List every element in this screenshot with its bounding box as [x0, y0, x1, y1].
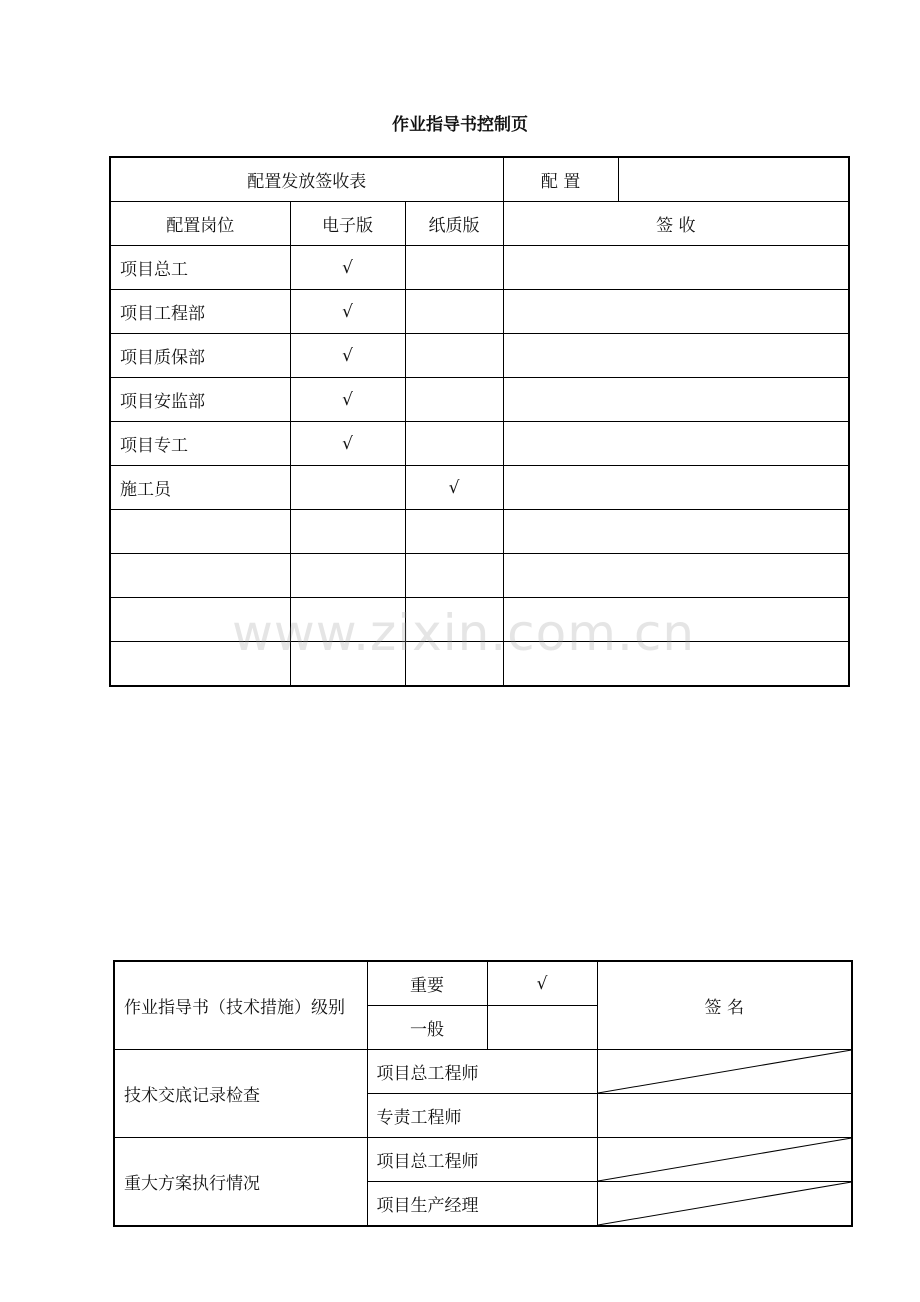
sign-cell[interactable] — [503, 378, 849, 422]
tech-role-cell: 专责工程师 — [367, 1094, 597, 1138]
paper-check-cell — [405, 378, 503, 422]
signature-cell[interactable] — [597, 1182, 852, 1227]
paper-check-cell — [405, 334, 503, 378]
position-cell: 项目总工 — [110, 246, 290, 290]
table-row — [110, 290, 849, 334]
position-cell: 项目安监部 — [110, 378, 290, 422]
table-row — [110, 378, 849, 422]
sign-cell[interactable] — [503, 510, 849, 554]
table-row — [110, 554, 849, 598]
sign-cell[interactable] — [503, 334, 849, 378]
sign-header: 签 名 — [597, 961, 852, 1050]
signature-cell[interactable] — [597, 1050, 852, 1094]
table-row — [114, 961, 852, 1006]
table-row — [110, 466, 849, 510]
electronic-check-cell: √ — [290, 422, 405, 466]
col-electronic-header: 电子版 — [290, 202, 405, 246]
paper-check-cell — [405, 422, 503, 466]
electronic-check-cell: √ — [290, 378, 405, 422]
general-check-cell[interactable] — [487, 1006, 597, 1050]
plan-execution-label: 重大方案执行情况 — [114, 1138, 367, 1227]
position-cell[interactable] — [110, 554, 290, 598]
signature-cell[interactable] — [597, 1138, 852, 1182]
general-label: 一般 — [367, 1006, 487, 1050]
table-row — [110, 422, 849, 466]
col-position-header: 配置岗位 — [110, 202, 290, 246]
position-cell: 施工员 — [110, 466, 290, 510]
tech-role-cell: 项目总工程师 — [367, 1050, 597, 1094]
page-title: 作业指导书控制页 — [392, 115, 528, 135]
paper-check-cell[interactable] — [405, 510, 503, 554]
table-row — [110, 510, 849, 554]
paper-check-cell — [405, 290, 503, 334]
position-cell: 项目专工 — [110, 422, 290, 466]
electronic-check-cell[interactable] — [290, 554, 405, 598]
position-cell: 项目质保部 — [110, 334, 290, 378]
position-cell: 项目工程部 — [110, 290, 290, 334]
sign-cell[interactable] — [503, 246, 849, 290]
level-table — [113, 960, 853, 1227]
diagonal-line — [598, 1138, 852, 1181]
sign-cell[interactable] — [503, 422, 849, 466]
paper-check-cell — [405, 246, 503, 290]
electronic-check-cell: √ — [290, 246, 405, 290]
important-check-cell[interactable]: √ — [487, 961, 597, 1006]
table-row — [110, 334, 849, 378]
plan-role-cell: 项目总工程师 — [367, 1138, 597, 1182]
electronic-check-cell — [290, 466, 405, 510]
diagonal-line — [598, 1050, 852, 1093]
watermark: www.zixin.com.cn — [232, 604, 696, 662]
paper-check-cell[interactable] — [405, 554, 503, 598]
table-row — [114, 1050, 852, 1094]
position-cell[interactable] — [110, 510, 290, 554]
col-sign-header: 签 收 — [503, 202, 849, 246]
tech-check-label: 技术交底记录检查 — [114, 1050, 367, 1138]
sign-cell[interactable] — [503, 466, 849, 510]
table-header-row — [110, 157, 849, 202]
important-label: 重要 — [367, 961, 487, 1006]
config-value[interactable] — [618, 157, 849, 202]
diagonal-line — [598, 1182, 852, 1225]
sign-cell[interactable] — [503, 554, 849, 598]
col-paper-header: 纸质版 — [405, 202, 503, 246]
electronic-check-cell: √ — [290, 334, 405, 378]
distribution-header: 配置发放签收表 — [110, 157, 503, 202]
table-row — [114, 1138, 852, 1182]
column-header-row — [110, 202, 849, 246]
signature-cell[interactable] — [597, 1094, 852, 1138]
config-label: 配 置 — [503, 157, 618, 202]
table-row — [110, 246, 849, 290]
paper-check-cell: √ — [405, 466, 503, 510]
sign-cell[interactable] — [503, 290, 849, 334]
electronic-check-cell[interactable] — [290, 510, 405, 554]
electronic-check-cell: √ — [290, 290, 405, 334]
level-label: 作业指导书（技术措施）级别 — [114, 961, 367, 1050]
plan-role-cell: 项目生产经理 — [367, 1182, 597, 1227]
